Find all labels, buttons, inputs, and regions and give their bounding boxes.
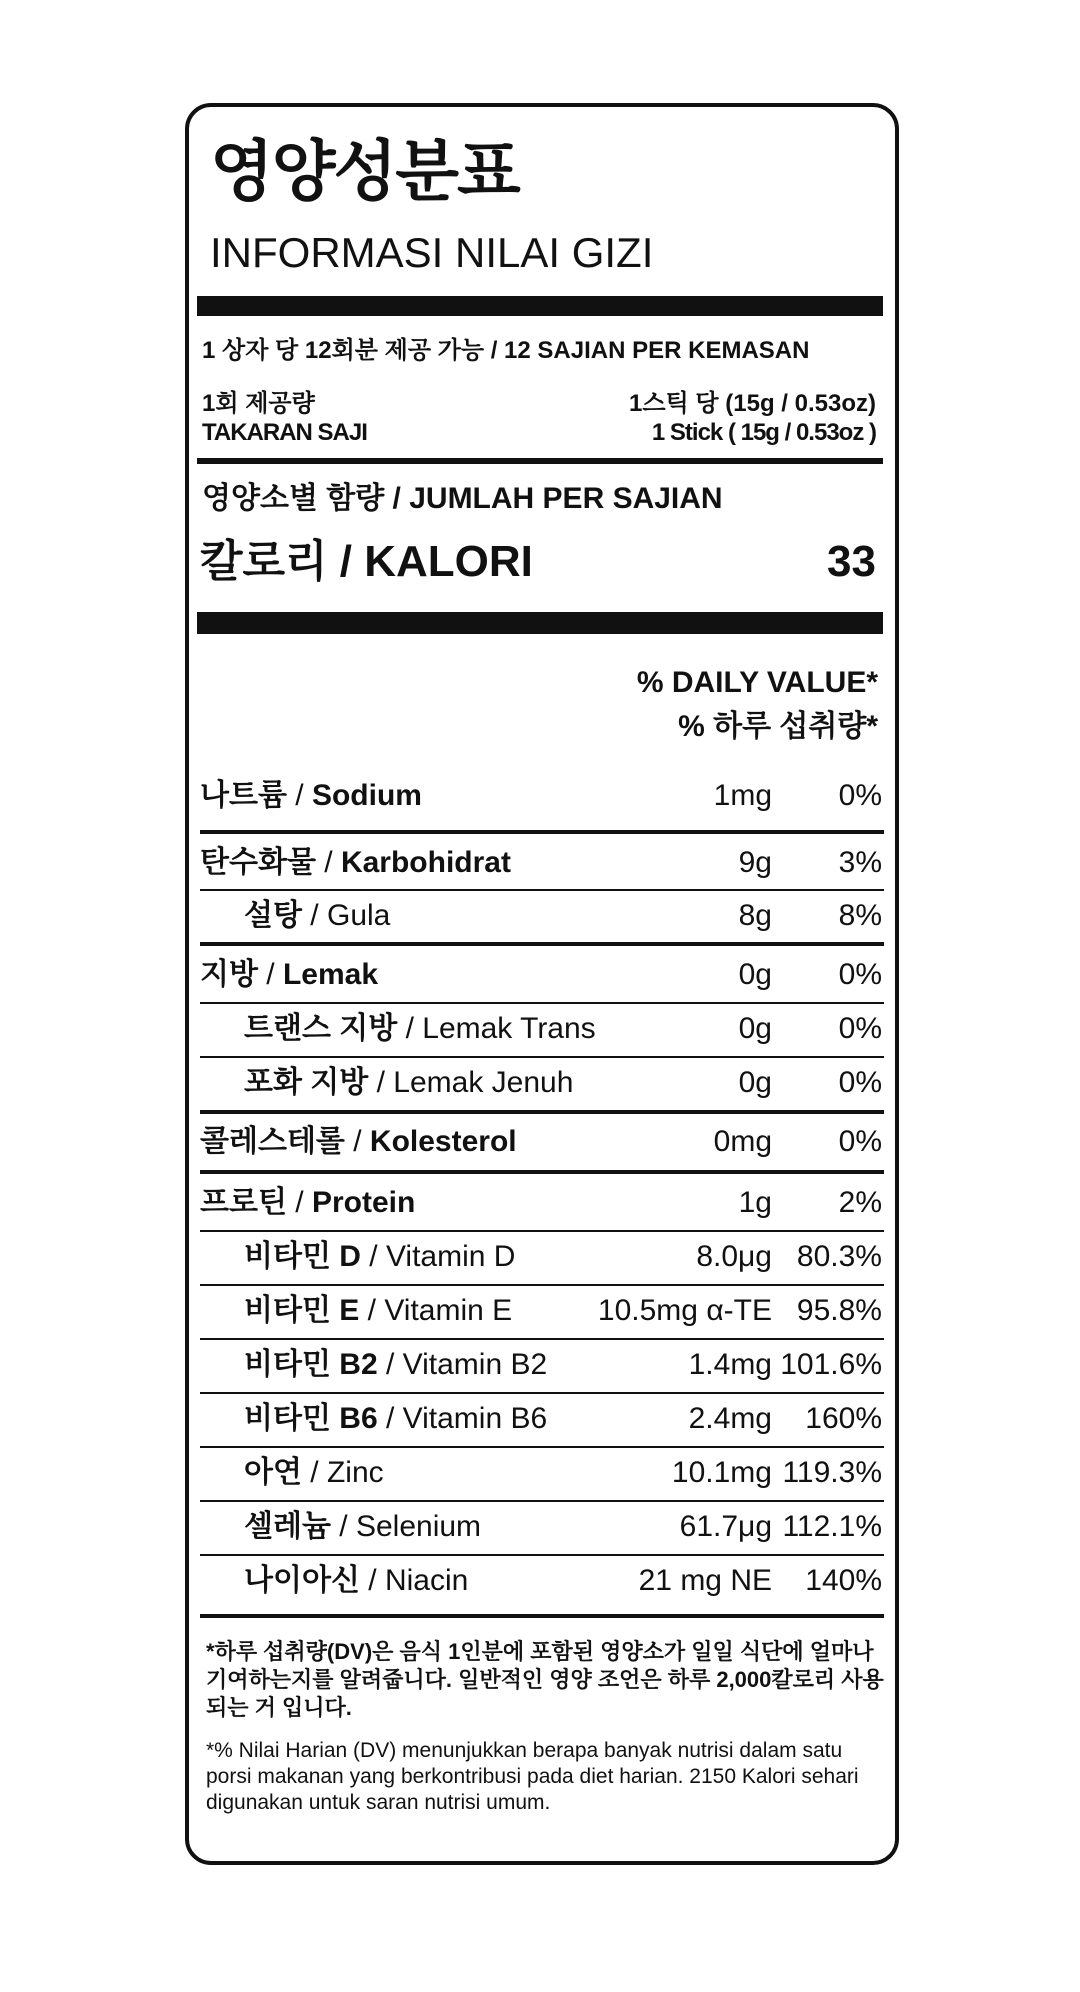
footnote-indonesian: *% Nilai Harian (DV) menunjukkan berapa banyak nutrisi dalam satu porsi makanan yang berkontribusi pada diet harian. 2150 Kalori sehari digunakan untuk saran nutrisi umum. [206, 1739, 859, 1814]
row-divider [200, 1110, 884, 1114]
nutrient-row-trans-fat: 트랜스 지방 / Lemak Trans 0g 0% [244, 1012, 882, 1045]
calorie-label-id: KALORI [364, 537, 533, 586]
serving-size-label-kr: 1회 제공량 [202, 390, 315, 417]
table-bottom-divider [200, 1614, 884, 1618]
nutrient-row-selenium: 셀레늄 / Selenium 61.7μg 112.1% [244, 1510, 882, 1543]
title-korean: 영양성분표 [210, 134, 519, 208]
thick-divider-calories [197, 612, 883, 634]
nutrient-row-vitamin-e: 비타민 E / Vitamin E 10.5mg α-TE 95.8% [244, 1294, 882, 1327]
nutrient-row-carbohydrate: 탄수화물 / Karbohidrat 9g 3% [200, 846, 882, 879]
servings-per-container: 1 상자 당 12회분 제공 가능 / 12 SAJIAN PER KEMASAN [202, 337, 810, 364]
amount-per-serving-label: 영양소별 함량 / JUMLAH PER SAJIAN [202, 482, 723, 515]
row-divider [200, 1230, 884, 1232]
nutrient-row-fat: 지방 / Lemak 0g 0% [200, 958, 882, 991]
daily-value-heading-en: % DAILY VALUE* [636, 666, 878, 699]
footnote-korean: *하루 섭취량(DV)은 음식 1인분에 포함된 영양소가 일일 식단에 얼마나 기여하는지를 알려줍니다. 일반적인 영양 조언은 하루 2,000칼로리 사용되는 거 입니다. [206, 1639, 884, 1720]
calorie-label-kr: 칼로리 / [200, 537, 352, 586]
serving-size-value-id: 1 Stick ( 15g / 0.53oz ) [651, 419, 876, 446]
row-divider [200, 1056, 884, 1058]
row-divider [200, 1170, 884, 1174]
row-divider [200, 1284, 884, 1286]
row-divider [200, 1002, 884, 1004]
nutrient-row-cholesterol: 콜레스테롤 / Kolesterol 0mg 0% [200, 1125, 882, 1158]
nutrient-row-vitamin-d: 비타민 D / Vitamin D 8.0μg 80.3% [244, 1240, 882, 1273]
row-divider [200, 1500, 884, 1502]
calorie-label [200, 537, 533, 586]
nutrient-row-protein: 프로틴 / Protein 1g 2% [200, 1186, 882, 1219]
row-divider [200, 942, 884, 946]
row-divider [200, 830, 884, 834]
nutrient-row-sugar: 설탕 / Gula 8g 8% [244, 899, 882, 932]
row-divider [200, 889, 884, 891]
title-indonesian: INFORMASI NILAI GIZI [210, 229, 654, 276]
serving-size-value-kr: 1스틱 당 (15g / 0.53oz) [629, 390, 876, 417]
serving-size-label-id: TAKARAN SAJI [202, 419, 367, 446]
row-divider [200, 1554, 884, 1556]
thick-divider-top [197, 296, 883, 316]
row-divider [200, 1392, 884, 1394]
row-divider [200, 1338, 884, 1340]
nutrient-row-vitamin-b6: 비타민 B6 / Vitamin B6 2.4mg 160% [244, 1402, 882, 1435]
calorie-value: 33 [827, 537, 876, 586]
nutrient-row-niacin: 나이아신 / Niacin 21 mg NE 140% [244, 1564, 882, 1597]
nutrient-row-sodium: 나트륨 / Sodium 1mg 0% [200, 779, 882, 812]
row-divider [200, 1446, 884, 1448]
nutrient-row-zinc: 아연 / Zinc 10.1mg 119.3% [244, 1456, 882, 1489]
nutrient-row-saturated-fat: 포화 지방 / Lemak Jenuh 0g 0% [244, 1066, 882, 1099]
nutrient-row-vitamin-b2: 비타민 B2 / Vitamin B2 1.4mg 101.6% [244, 1348, 882, 1381]
daily-value-heading-kr: % 하루 섭취량* [678, 710, 878, 743]
divider-serving [197, 458, 883, 464]
